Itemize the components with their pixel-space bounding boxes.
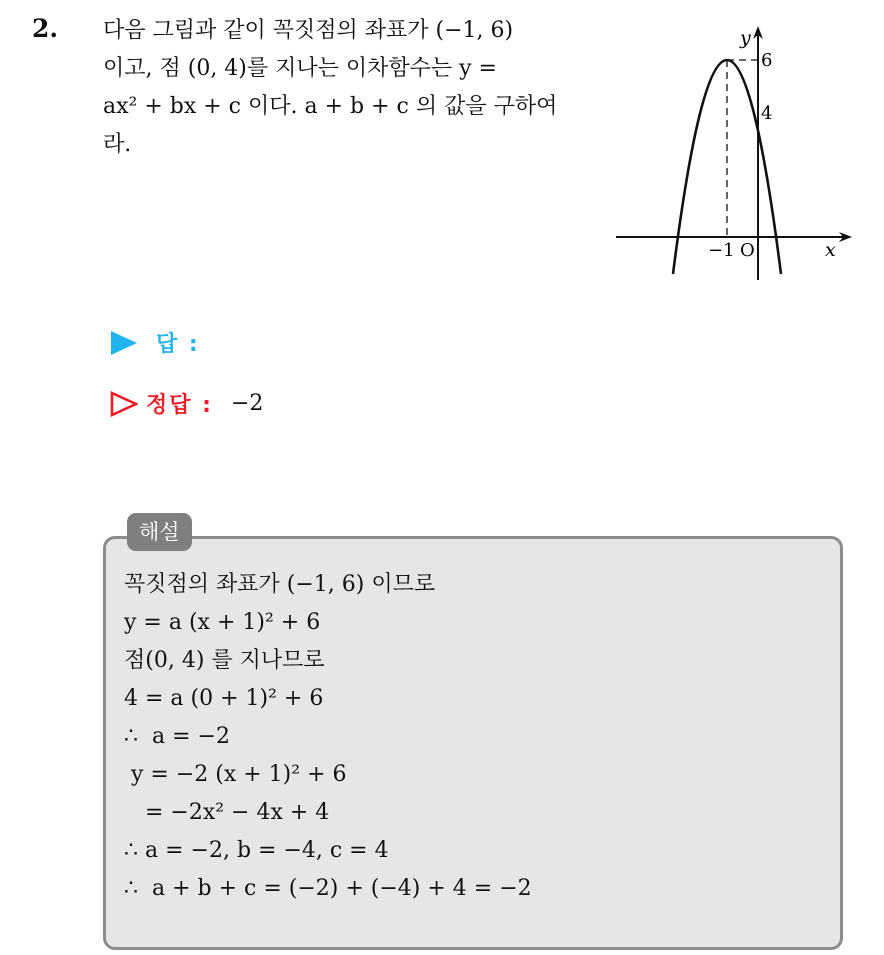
solution-line: 점(0, 4) 를 지나므로 [124,648,325,673]
tick-label-neg1: −1 [708,240,735,261]
question-line: 다음 그림과 같이 꼭짓점의 좌표가 (−1, 6) [103,18,514,43]
solution-line: y = a (x + 1)² + 6 [124,610,321,635]
solution-content [124,566,532,908]
correct-answer-value: −2 [230,391,264,416]
parabola-graph [612,22,857,280]
tick-label-6: 6 [761,50,773,71]
solution-tab: 해설 [127,513,192,551]
question-line: 라. [103,132,132,157]
question-number: 2. [32,14,59,43]
solution-line: ∴ a + b + c = (−2) + (−4) + 4 = −2 [124,876,532,901]
solution-line: 꼭짓점의 좌표가 (−1, 6) 이므로 [124,572,436,597]
answer-label: 답 : [156,332,200,357]
y-axis-label: y [740,27,751,49]
correct-answer-label: 정답 : [146,393,213,418]
correct-answer-row [110,388,263,419]
answer-row [110,327,200,358]
solution-line: y = −2 (x + 1)² + 6 [124,762,347,787]
question-line: ax² + bx + c 이다. a + b + c 의 값을 구하여 [103,94,558,119]
solution-line: ∴ a = −2, b = −4, c = 4 [124,838,389,863]
solution-line: ∴ a = −2 [124,724,230,749]
tick-label-4: 4 [761,103,773,124]
question-text [103,12,593,164]
solution-line: 4 = a (0 + 1)² + 6 [124,686,324,711]
x-axis-label: x [825,239,836,261]
question-line: 이고, 점 (0, 4)를 지나는 이차함수는 y = [103,56,497,81]
solution-line: = −2x² − 4x + 4 [124,800,330,825]
correct-answer-arrow-icon [110,391,138,417]
origin-label: O [740,240,755,261]
answer-arrow-icon [110,330,138,356]
